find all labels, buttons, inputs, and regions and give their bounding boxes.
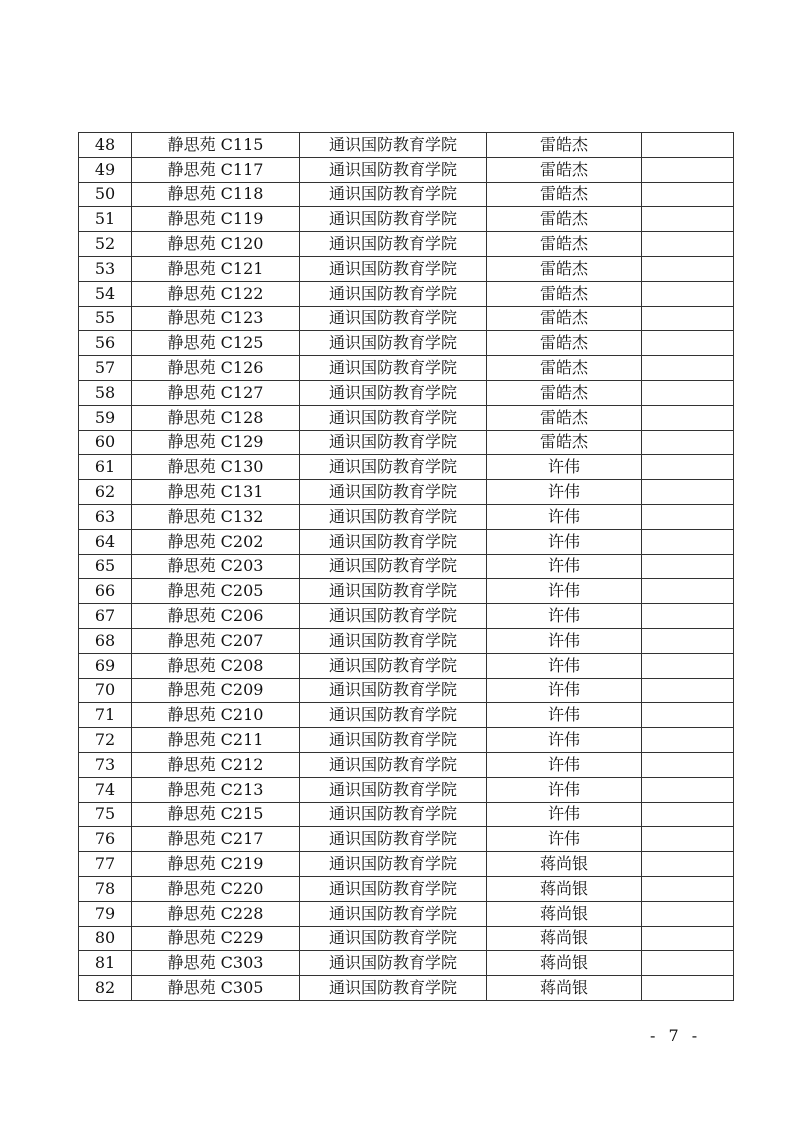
supervisor-cell: 许伟 bbox=[487, 504, 642, 529]
supervisor-cell: 雷皓杰 bbox=[487, 356, 642, 381]
room-cell: 静思苑 C212 bbox=[132, 752, 300, 777]
room-cell: 静思苑 C115 bbox=[132, 133, 300, 158]
table-row bbox=[79, 480, 734, 505]
remark-cell bbox=[642, 331, 734, 356]
supervisor-cell: 蒋尚银 bbox=[487, 876, 642, 901]
room-cell: 静思苑 C305 bbox=[132, 976, 300, 1001]
remark-cell bbox=[642, 976, 734, 1001]
table-row bbox=[79, 380, 734, 405]
supervisor-cell: 许伟 bbox=[487, 728, 642, 753]
row-number-cell: 48 bbox=[79, 133, 132, 158]
supervisor-cell: 许伟 bbox=[487, 827, 642, 852]
supervisor-cell: 许伟 bbox=[487, 777, 642, 802]
supervisor-cell: 许伟 bbox=[487, 554, 642, 579]
college-cell: 通识国防教育学院 bbox=[300, 455, 487, 480]
college-cell: 通识国防教育学院 bbox=[300, 207, 487, 232]
college-cell: 通识国防教育学院 bbox=[300, 802, 487, 827]
table-row bbox=[79, 926, 734, 951]
row-number-cell: 66 bbox=[79, 579, 132, 604]
room-assignment-table bbox=[78, 132, 734, 1001]
row-number-cell: 72 bbox=[79, 728, 132, 753]
table-body bbox=[79, 133, 734, 1001]
remark-cell bbox=[642, 157, 734, 182]
room-cell: 静思苑 C131 bbox=[132, 480, 300, 505]
supervisor-cell: 许伟 bbox=[487, 752, 642, 777]
table-row bbox=[79, 529, 734, 554]
college-cell: 通识国防教育学院 bbox=[300, 777, 487, 802]
row-number-cell: 57 bbox=[79, 356, 132, 381]
remark-cell bbox=[642, 752, 734, 777]
row-number-cell: 59 bbox=[79, 405, 132, 430]
supervisor-cell: 雷皓杰 bbox=[487, 430, 642, 455]
remark-cell bbox=[642, 480, 734, 505]
supervisor-cell: 雷皓杰 bbox=[487, 256, 642, 281]
table-row bbox=[79, 604, 734, 629]
room-cell: 静思苑 C203 bbox=[132, 554, 300, 579]
table-row bbox=[79, 356, 734, 381]
table-row bbox=[79, 653, 734, 678]
supervisor-cell: 许伟 bbox=[487, 802, 642, 827]
supervisor-cell: 雷皓杰 bbox=[487, 182, 642, 207]
table-row bbox=[79, 951, 734, 976]
table-row bbox=[79, 827, 734, 852]
room-cell: 静思苑 C118 bbox=[132, 182, 300, 207]
supervisor-cell: 雷皓杰 bbox=[487, 331, 642, 356]
college-cell: 通识国防教育学院 bbox=[300, 281, 487, 306]
supervisor-cell: 雷皓杰 bbox=[487, 380, 642, 405]
college-cell: 通识国防教育学院 bbox=[300, 951, 487, 976]
remark-cell bbox=[642, 529, 734, 554]
college-cell: 通识国防教育学院 bbox=[300, 976, 487, 1001]
room-cell: 静思苑 C229 bbox=[132, 926, 300, 951]
supervisor-cell: 雷皓杰 bbox=[487, 281, 642, 306]
table-row bbox=[79, 901, 734, 926]
supervisor-cell: 蒋尚银 bbox=[487, 852, 642, 877]
college-cell: 通识国防教育学院 bbox=[300, 703, 487, 728]
row-number-cell: 71 bbox=[79, 703, 132, 728]
row-number-cell: 65 bbox=[79, 554, 132, 579]
remark-cell bbox=[642, 306, 734, 331]
table-row bbox=[79, 752, 734, 777]
room-cell: 静思苑 C130 bbox=[132, 455, 300, 480]
room-cell: 静思苑 C125 bbox=[132, 331, 300, 356]
room-cell: 静思苑 C205 bbox=[132, 579, 300, 604]
room-cell: 静思苑 C117 bbox=[132, 157, 300, 182]
college-cell: 通识国防教育学院 bbox=[300, 678, 487, 703]
row-number-cell: 52 bbox=[79, 232, 132, 257]
room-cell: 静思苑 C213 bbox=[132, 777, 300, 802]
row-number-cell: 55 bbox=[79, 306, 132, 331]
row-number-cell: 82 bbox=[79, 976, 132, 1001]
room-cell: 静思苑 C202 bbox=[132, 529, 300, 554]
room-cell: 静思苑 C228 bbox=[132, 901, 300, 926]
college-cell: 通识国防教育学院 bbox=[300, 480, 487, 505]
college-cell: 通识国防教育学院 bbox=[300, 182, 487, 207]
college-cell: 通识国防教育学院 bbox=[300, 852, 487, 877]
row-number-cell: 58 bbox=[79, 380, 132, 405]
table-row bbox=[79, 306, 734, 331]
college-cell: 通识国防教育学院 bbox=[300, 554, 487, 579]
college-cell: 通识国防教育学院 bbox=[300, 827, 487, 852]
table-row bbox=[79, 703, 734, 728]
college-cell: 通识国防教育学院 bbox=[300, 356, 487, 381]
supervisor-cell: 雷皓杰 bbox=[487, 306, 642, 331]
supervisor-cell: 许伟 bbox=[487, 604, 642, 629]
row-number-cell: 76 bbox=[79, 827, 132, 852]
college-cell: 通识国防教育学院 bbox=[300, 306, 487, 331]
room-cell: 静思苑 C207 bbox=[132, 628, 300, 653]
table-row bbox=[79, 777, 734, 802]
page-number: - 7 - bbox=[650, 1026, 702, 1045]
supervisor-cell: 许伟 bbox=[487, 678, 642, 703]
college-cell: 通识国防教育学院 bbox=[300, 504, 487, 529]
remark-cell bbox=[642, 281, 734, 306]
room-cell: 静思苑 C215 bbox=[132, 802, 300, 827]
table-row bbox=[79, 628, 734, 653]
table-row bbox=[79, 182, 734, 207]
remark-cell bbox=[642, 876, 734, 901]
college-cell: 通识国防教育学院 bbox=[300, 628, 487, 653]
supervisor-cell: 雷皓杰 bbox=[487, 405, 642, 430]
table-row bbox=[79, 876, 734, 901]
remark-cell bbox=[642, 579, 734, 604]
row-number-cell: 56 bbox=[79, 331, 132, 356]
table-row bbox=[79, 455, 734, 480]
table-row bbox=[79, 207, 734, 232]
row-number-cell: 73 bbox=[79, 752, 132, 777]
row-number-cell: 63 bbox=[79, 504, 132, 529]
room-cell: 静思苑 C210 bbox=[132, 703, 300, 728]
supervisor-cell: 许伟 bbox=[487, 579, 642, 604]
college-cell: 通识国防教育学院 bbox=[300, 380, 487, 405]
college-cell: 通识国防教育学院 bbox=[300, 256, 487, 281]
table-row bbox=[79, 232, 734, 257]
supervisor-cell: 雷皓杰 bbox=[487, 207, 642, 232]
room-cell: 静思苑 C303 bbox=[132, 951, 300, 976]
table-row bbox=[79, 405, 734, 430]
remark-cell bbox=[642, 256, 734, 281]
remark-cell bbox=[642, 827, 734, 852]
remark-cell bbox=[642, 455, 734, 480]
remark-cell bbox=[642, 926, 734, 951]
table-row bbox=[79, 504, 734, 529]
supervisor-cell: 许伟 bbox=[487, 480, 642, 505]
remark-cell bbox=[642, 777, 734, 802]
supervisor-cell: 蒋尚银 bbox=[487, 901, 642, 926]
remark-cell bbox=[642, 852, 734, 877]
room-cell: 静思苑 C128 bbox=[132, 405, 300, 430]
college-cell: 通识国防教育学院 bbox=[300, 331, 487, 356]
college-cell: 通识国防教育学院 bbox=[300, 752, 487, 777]
remark-cell bbox=[642, 380, 734, 405]
row-number-cell: 68 bbox=[79, 628, 132, 653]
college-cell: 通识国防教育学院 bbox=[300, 653, 487, 678]
supervisor-cell: 蒋尚银 bbox=[487, 926, 642, 951]
row-number-cell: 69 bbox=[79, 653, 132, 678]
table-row bbox=[79, 256, 734, 281]
row-number-cell: 61 bbox=[79, 455, 132, 480]
remark-cell bbox=[642, 554, 734, 579]
row-number-cell: 79 bbox=[79, 901, 132, 926]
supervisor-cell: 蒋尚银 bbox=[487, 976, 642, 1001]
table-row bbox=[79, 678, 734, 703]
room-cell: 静思苑 C206 bbox=[132, 604, 300, 629]
row-number-cell: 50 bbox=[79, 182, 132, 207]
remark-cell bbox=[642, 604, 734, 629]
college-cell: 通识国防教育学院 bbox=[300, 579, 487, 604]
room-cell: 静思苑 C208 bbox=[132, 653, 300, 678]
remark-cell bbox=[642, 728, 734, 753]
college-cell: 通识国防教育学院 bbox=[300, 430, 487, 455]
table-row bbox=[79, 554, 734, 579]
remark-cell bbox=[642, 951, 734, 976]
table-row bbox=[79, 852, 734, 877]
remark-cell bbox=[642, 207, 734, 232]
remark-cell bbox=[642, 356, 734, 381]
supervisor-cell: 许伟 bbox=[487, 653, 642, 678]
college-cell: 通识国防教育学院 bbox=[300, 876, 487, 901]
table-row bbox=[79, 157, 734, 182]
supervisor-cell: 雷皓杰 bbox=[487, 157, 642, 182]
college-cell: 通识国防教育学院 bbox=[300, 901, 487, 926]
room-cell: 静思苑 C120 bbox=[132, 232, 300, 257]
row-number-cell: 75 bbox=[79, 802, 132, 827]
room-cell: 静思苑 C127 bbox=[132, 380, 300, 405]
remark-cell bbox=[642, 901, 734, 926]
college-cell: 通识国防教育学院 bbox=[300, 232, 487, 257]
room-cell: 静思苑 C129 bbox=[132, 430, 300, 455]
supervisor-cell: 蒋尚银 bbox=[487, 951, 642, 976]
remark-cell bbox=[642, 628, 734, 653]
supervisor-cell: 雷皓杰 bbox=[487, 133, 642, 158]
row-number-cell: 80 bbox=[79, 926, 132, 951]
table-row bbox=[79, 331, 734, 356]
remark-cell bbox=[642, 653, 734, 678]
remark-cell bbox=[642, 133, 734, 158]
row-number-cell: 54 bbox=[79, 281, 132, 306]
college-cell: 通识国防教育学院 bbox=[300, 157, 487, 182]
room-cell: 静思苑 C219 bbox=[132, 852, 300, 877]
room-cell: 静思苑 C209 bbox=[132, 678, 300, 703]
college-cell: 通识国防教育学院 bbox=[300, 529, 487, 554]
supervisor-cell: 许伟 bbox=[487, 703, 642, 728]
row-number-cell: 53 bbox=[79, 256, 132, 281]
supervisor-cell: 许伟 bbox=[487, 628, 642, 653]
room-cell: 静思苑 C123 bbox=[132, 306, 300, 331]
room-cell: 静思苑 C121 bbox=[132, 256, 300, 281]
room-cell: 静思苑 C126 bbox=[132, 356, 300, 381]
room-cell: 静思苑 C132 bbox=[132, 504, 300, 529]
remark-cell bbox=[642, 703, 734, 728]
row-number-cell: 64 bbox=[79, 529, 132, 554]
remark-cell bbox=[642, 802, 734, 827]
college-cell: 通识国防教育学院 bbox=[300, 728, 487, 753]
supervisor-cell: 许伟 bbox=[487, 529, 642, 554]
room-cell: 静思苑 C119 bbox=[132, 207, 300, 232]
row-number-cell: 81 bbox=[79, 951, 132, 976]
supervisor-cell: 许伟 bbox=[487, 455, 642, 480]
table-row bbox=[79, 133, 734, 158]
row-number-cell: 49 bbox=[79, 157, 132, 182]
row-number-cell: 51 bbox=[79, 207, 132, 232]
row-number-cell: 70 bbox=[79, 678, 132, 703]
room-cell: 静思苑 C211 bbox=[132, 728, 300, 753]
row-number-cell: 77 bbox=[79, 852, 132, 877]
remark-cell bbox=[642, 405, 734, 430]
room-cell: 静思苑 C122 bbox=[132, 281, 300, 306]
college-cell: 通识国防教育学院 bbox=[300, 604, 487, 629]
row-number-cell: 60 bbox=[79, 430, 132, 455]
remark-cell bbox=[642, 504, 734, 529]
remark-cell bbox=[642, 182, 734, 207]
remark-cell bbox=[642, 232, 734, 257]
row-number-cell: 78 bbox=[79, 876, 132, 901]
row-number-cell: 74 bbox=[79, 777, 132, 802]
table-row bbox=[79, 430, 734, 455]
remark-cell bbox=[642, 678, 734, 703]
college-cell: 通识国防教育学院 bbox=[300, 926, 487, 951]
college-cell: 通识国防教育学院 bbox=[300, 133, 487, 158]
college-cell: 通识国防教育学院 bbox=[300, 405, 487, 430]
row-number-cell: 67 bbox=[79, 604, 132, 629]
table-row bbox=[79, 802, 734, 827]
table-row bbox=[79, 976, 734, 1001]
room-cell: 静思苑 C220 bbox=[132, 876, 300, 901]
row-number-cell: 62 bbox=[79, 480, 132, 505]
table-row bbox=[79, 579, 734, 604]
room-cell: 静思苑 C217 bbox=[132, 827, 300, 852]
table-row bbox=[79, 281, 734, 306]
table-row bbox=[79, 728, 734, 753]
remark-cell bbox=[642, 430, 734, 455]
supervisor-cell: 雷皓杰 bbox=[487, 232, 642, 257]
